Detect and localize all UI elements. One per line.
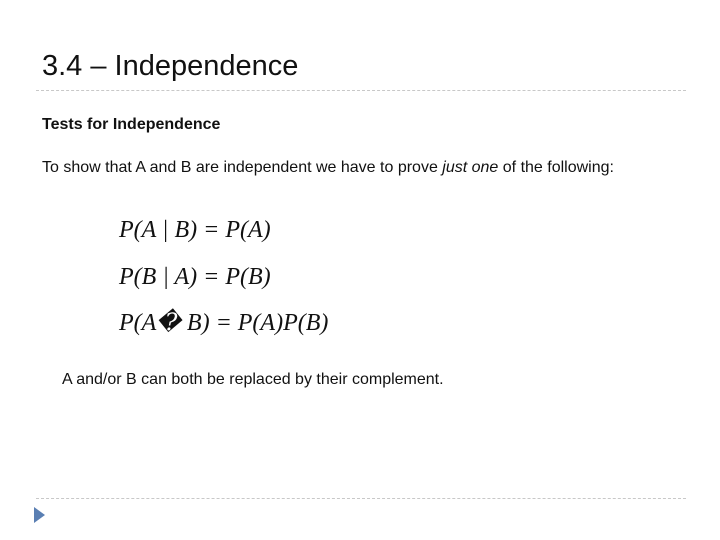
intro-text: [42, 159, 614, 177]
title-divider: [36, 90, 686, 91]
formula-conditional-a: P(A | B) = P(A): [119, 217, 271, 243]
intro-emphasis: just one: [442, 159, 499, 176]
footer-divider: [36, 498, 686, 499]
triangle-right-icon[interactable]: [34, 507, 45, 523]
formula-product-rule: P(A� B) = P(A)P(B): [119, 310, 329, 336]
formula-conditional-b: P(B | A) = P(B): [119, 264, 271, 290]
slide-title: 3.4 – Independence: [42, 50, 299, 82]
section-heading: Tests for Independence: [42, 116, 221, 133]
intro-text-end: of the following:: [498, 159, 614, 176]
intro-text-start: To show that A and B are independent we have to prove: [42, 159, 443, 176]
complement-note: A and/or B can both be replaced by their complement.: [62, 371, 444, 388]
